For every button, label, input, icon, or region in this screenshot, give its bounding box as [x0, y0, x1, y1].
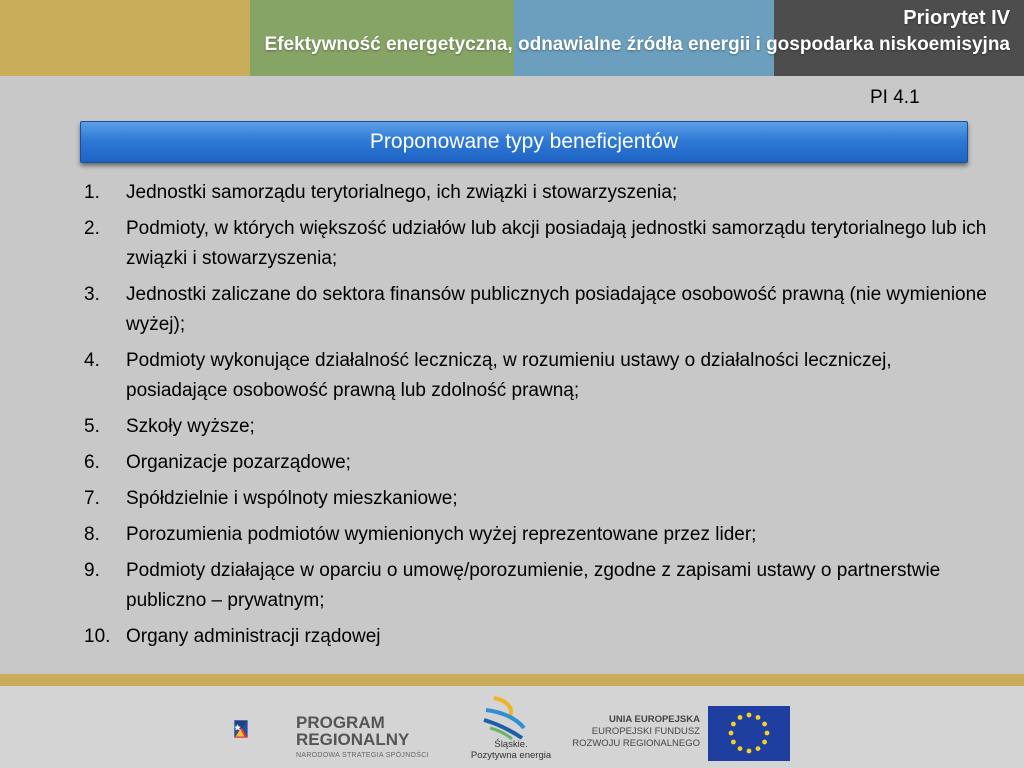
eu-line-1: UNIA EUROPEJSKA	[609, 714, 700, 725]
list-item	[84, 622, 994, 652]
list-item	[84, 214, 994, 274]
list-item-number: 7.	[84, 488, 100, 509]
eu-line-2: EUROPEJSKI FUNDUSZ	[591, 726, 700, 737]
list-item-text: Organizacje pozarządowe;	[126, 452, 351, 473]
pi-label: PI 4.1	[870, 87, 920, 108]
eu-line-3: ROZWOJU REGIONALNEGO	[572, 738, 700, 749]
list-item-number: 10.	[84, 626, 111, 647]
program-subtitle: NARODOWA STRATEGIA SPÓJNOŚCI	[296, 752, 429, 759]
program-regionalny-logo-icon	[232, 694, 292, 764]
list-item	[84, 484, 994, 514]
list-item-number: 6.	[84, 452, 100, 473]
slaskie-line-1: Śląskie.	[494, 739, 528, 750]
header-text	[265, 6, 1010, 60]
program-line-1: PROGRAM	[296, 713, 385, 732]
list-item	[84, 412, 994, 442]
list-item-number: 5.	[84, 416, 100, 437]
list-item-text: Jednostki samorządu terytorialnego, ich związki i stowarzyszenia;	[126, 182, 678, 203]
eu-flag-icon	[708, 706, 790, 761]
list-item	[84, 346, 994, 406]
list-item-text: Jednostki zaliczane do sektora finansów publicznych posiadające osobowość prawną (nie wymienione wyżej);	[126, 284, 987, 335]
list-item-number: 4.	[84, 350, 100, 371]
footer-divider	[0, 674, 1024, 686]
slaskie-line-2: Pozytywna energia	[470, 750, 552, 761]
list-item	[84, 280, 994, 340]
list-item-number: 8.	[84, 524, 100, 545]
header-banner	[0, 0, 1024, 76]
list-item-text: Spółdzielnie i wspólnoty mieszkaniowe;	[126, 488, 458, 509]
priority-label: Priorytet IV	[903, 7, 1010, 29]
beneficiaries-banner: Proponowane typy beneficjentów	[80, 121, 968, 163]
list-item-text: Porozumienia podmiotów wymienionych wyżej reprezentowane przez lider;	[126, 524, 757, 545]
list-item	[84, 556, 994, 616]
list-item-number: 9.	[84, 560, 100, 581]
list-item-text: Podmioty, w których większość udziałów lub akcji posiadają jednostki samorządu terytorialnego lub ich związki i stowarzyszenia;	[126, 218, 987, 269]
priority-title: Efektywność energetyczna, odnawialne źródła energii i gospodarka niskoemisyjna	[264, 34, 1010, 55]
header-band-gold	[0, 0, 250, 76]
program-regionalny-title	[296, 714, 409, 748]
list-item	[84, 178, 994, 208]
list-item-text: Podmioty działające w oparciu o umowę/porozumienie, zgodne z zapisami ustawy o partnerstwie publiczno – prywatnym;	[126, 560, 941, 611]
beneficiary-list	[84, 178, 994, 658]
list-item-number: 3.	[84, 284, 100, 305]
list-item-text: Organy administracji rządowej	[126, 626, 381, 647]
list-item-number: 1.	[84, 182, 100, 203]
program-line-2: REGIONALNY	[296, 730, 410, 749]
eu-text	[560, 714, 700, 750]
list-item-number: 2.	[84, 218, 100, 239]
list-item-text: Szkoły wyższe;	[126, 416, 255, 437]
list-item-text: Podmioty wykonujące działalność leczniczą, w rozumieniu ustawy o działalności leczniczej, posiadające osobowość prawną lub zdolność prawną;	[126, 350, 892, 401]
list-item	[84, 448, 994, 478]
list-item	[84, 520, 994, 550]
slaskie-text	[466, 739, 556, 761]
slaskie-logo-icon	[476, 694, 536, 740]
